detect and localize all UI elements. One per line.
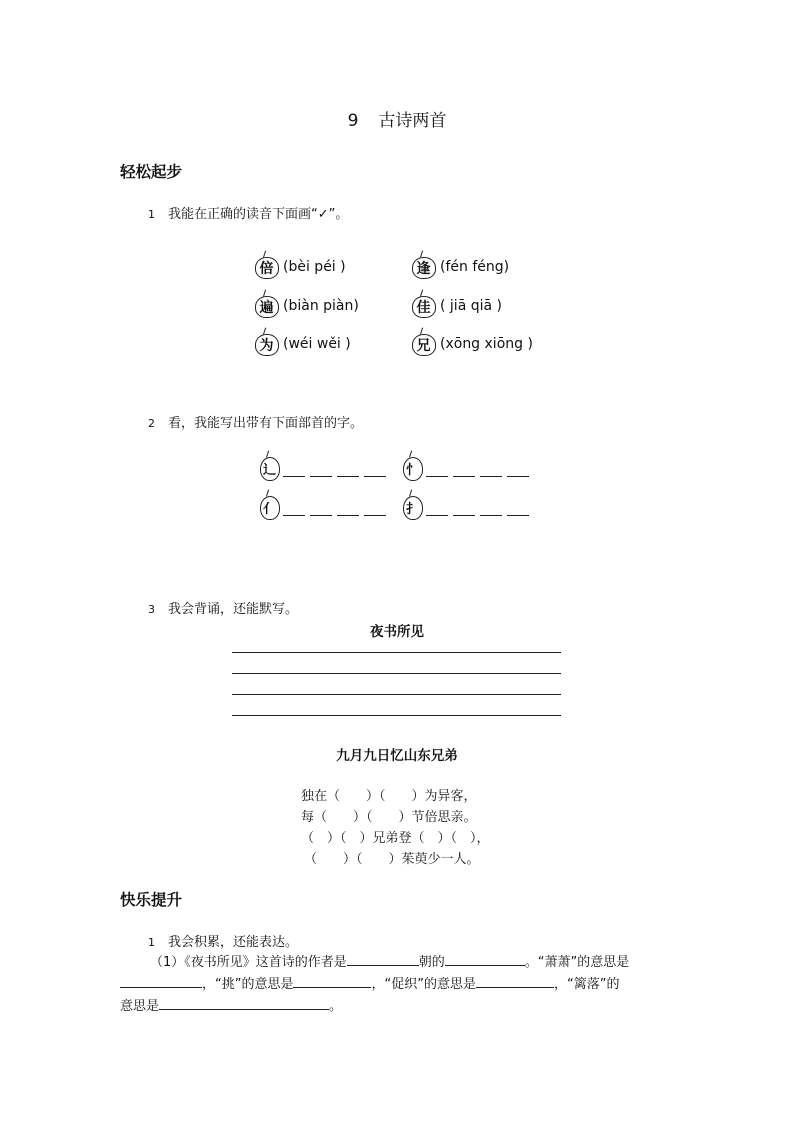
answer-blank-author[interactable] (347, 953, 419, 966)
radical: 忄 (405, 463, 419, 478)
character: 逢 (416, 261, 431, 277)
answer-blank-name[interactable] (445, 953, 525, 966)
radical-item (402, 455, 534, 481)
question-prompt: 我会背诵，还能默写。 (168, 602, 299, 617)
question-2 (148, 412, 363, 431)
pinyin-options: (wéi wěi ) (283, 336, 351, 352)
poem-line[interactable]: （ ）（ ）兄弟登（ ）（ ）， (301, 831, 490, 846)
lesson-title: 古诗两首 (378, 111, 447, 131)
section-heading-easy-start: 轻松起步 (120, 163, 183, 181)
apple-icon (259, 494, 281, 520)
pinyin-item[interactable] (254, 332, 351, 356)
section-heading-happy-improve: 快乐提升 (120, 891, 183, 909)
pinyin-item[interactable] (411, 255, 509, 279)
page-title (0, 106, 794, 131)
text-line: ，“挑”的意思是 ，“促织”的意思是 ，“篱落”的 (120, 973, 619, 992)
pinyin-item[interactable] (411, 332, 533, 356)
pinyin-options: (biàn piàn) (283, 298, 359, 314)
pinyin-item[interactable] (254, 294, 359, 318)
poem-line[interactable]: 独在（ ）（ ）为异客， (301, 789, 477, 804)
apple-icon (402, 494, 424, 520)
pinyin-options: (fén féng) (440, 259, 510, 275)
answer-blank-tiao[interactable] (293, 975, 371, 988)
pinyin-item[interactable] (411, 294, 502, 318)
writing-line[interactable] (232, 715, 561, 716)
radical-item (259, 494, 391, 520)
writing-line[interactable] (232, 673, 561, 674)
radical-item (402, 494, 534, 520)
character: 为 (259, 338, 274, 354)
answer-blanks[interactable] (283, 501, 391, 520)
lesson-number: 9 (347, 111, 359, 131)
apple-icon (411, 332, 437, 356)
apple-icon (254, 294, 280, 318)
apple-icon (254, 332, 280, 356)
answer-blank-liluo[interactable] (159, 997, 329, 1010)
question-3 (148, 598, 298, 617)
answer-blank-xiaoxiao[interactable] (120, 975, 202, 988)
question-prompt: 看，我能写出带有下面部首的字。 (168, 416, 364, 431)
poem-title: 九月九日忆山东兄弟 (336, 748, 458, 764)
apple-icon (411, 294, 437, 318)
text-line: 意思是 。 (120, 999, 343, 1014)
answer-blanks[interactable] (426, 501, 534, 520)
poem-title: 夜书所见 (370, 624, 424, 640)
character: 佳 (416, 300, 431, 316)
apple-icon (254, 255, 280, 279)
apple-icon (411, 255, 437, 279)
pinyin-options: (xōng xiōng ) (440, 336, 533, 352)
poem-line[interactable]: 每（ ）（ ）节倍思亲。 (301, 810, 477, 825)
question-number: 2 (148, 417, 155, 430)
apple-icon (402, 455, 424, 481)
character: 兄 (416, 338, 431, 354)
character: 遍 (259, 300, 274, 316)
poem-line[interactable]: （ ）（ ）茱萸少一人。 (304, 852, 480, 867)
writing-line[interactable] (232, 652, 561, 653)
pinyin-options: ( jiā qiā ) (440, 298, 502, 314)
radical-item (259, 455, 391, 481)
pinyin-options: (bèi péi ) (283, 259, 346, 275)
writing-line[interactable] (232, 694, 561, 695)
question-prompt: 我能在正确的读音下面画“✓”。 (168, 207, 349, 222)
text-line: （1）《夜书所见》这首诗的作者是 朝的 。“萧萧”的意思是 (150, 955, 630, 970)
character: 倍 (259, 261, 274, 277)
radical: 辶 (262, 463, 276, 478)
question-number: 3 (148, 603, 155, 616)
question-1 (148, 203, 348, 222)
question-prompt: 我会积累，还能表达。 (168, 935, 299, 950)
question-number: 1 (148, 936, 155, 949)
radical: 扌 (405, 502, 419, 517)
answer-blank-cuzhi[interactable] (476, 975, 554, 988)
pinyin-item[interactable] (254, 255, 346, 279)
practice-1 (148, 931, 298, 950)
apple-icon (259, 455, 281, 481)
radical: 亻 (262, 502, 276, 517)
answer-blanks[interactable] (426, 462, 534, 481)
question-number: 1 (148, 208, 155, 221)
answer-blanks[interactable] (283, 462, 391, 481)
